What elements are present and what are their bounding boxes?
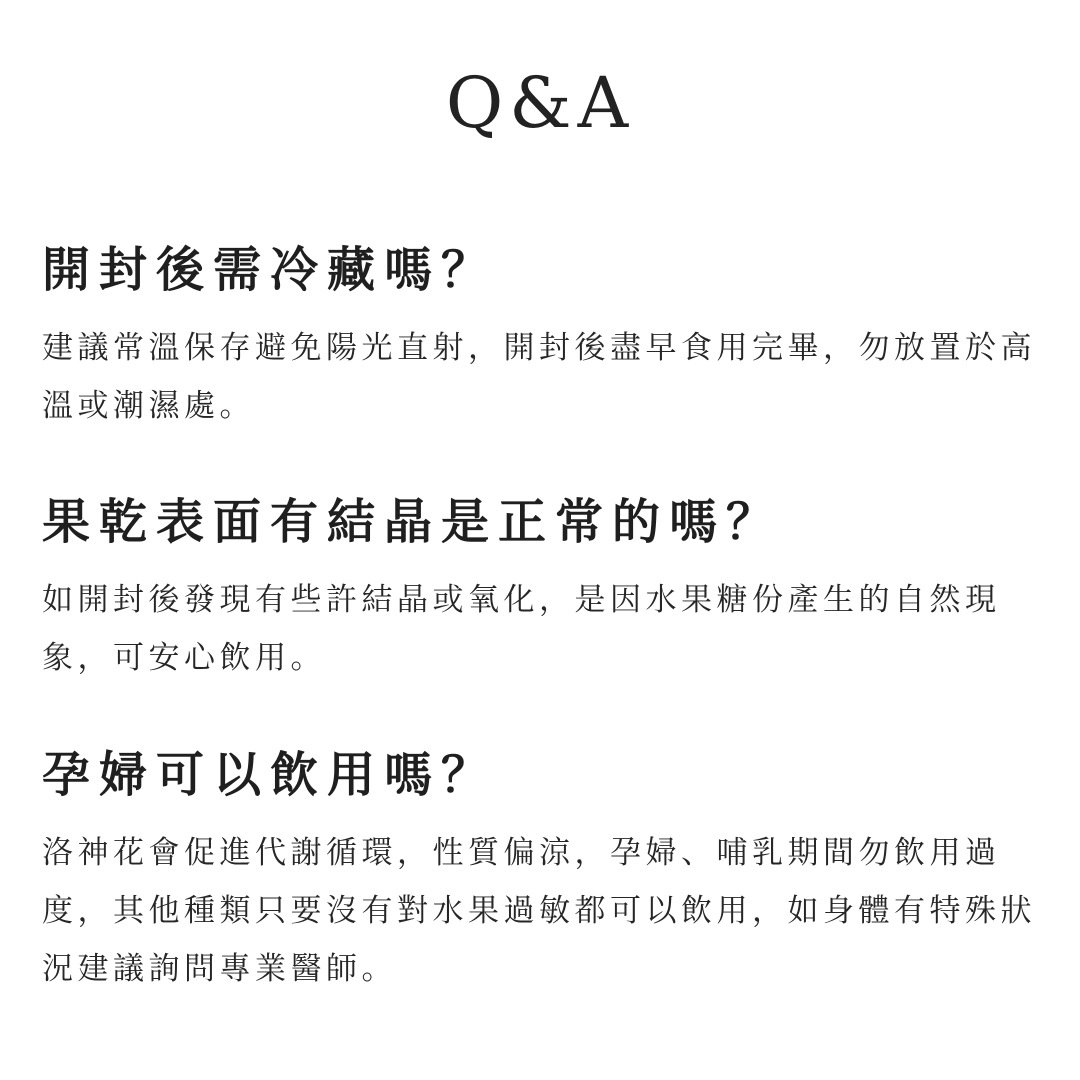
faq-item-refrigeration xyxy=(42,238,1042,435)
faq-answer: 建議常溫保存避免陽光直射，開封後盡早食用完畢，勿放置於高溫或潮濕處。 xyxy=(42,330,1036,424)
faq-answer: 洛神花會促進代謝循環，性質偏涼，孕婦、哺乳期間勿飲用過度，其他種類只要沒有對水果過敏都可以飲用，如身體有特殊狀況建議詢問專業醫師。 xyxy=(42,835,1036,987)
faq-item-pregnancy xyxy=(42,743,1042,998)
faq-question: 孕婦可以飲用嗎？ xyxy=(42,747,499,803)
faq-question: 果乾表面有結晶是正常的嗎？ xyxy=(42,494,784,550)
faq-question: 開封後需冷藏嗎？ xyxy=(42,242,499,298)
page-title: Q&A xyxy=(445,62,635,144)
faq-answer: 如開封後發現有些許結晶或氧化，是因水果糖份產生的自然現象，可安心飲用。 xyxy=(42,582,1001,676)
faq-item-crystallization xyxy=(42,490,1042,687)
